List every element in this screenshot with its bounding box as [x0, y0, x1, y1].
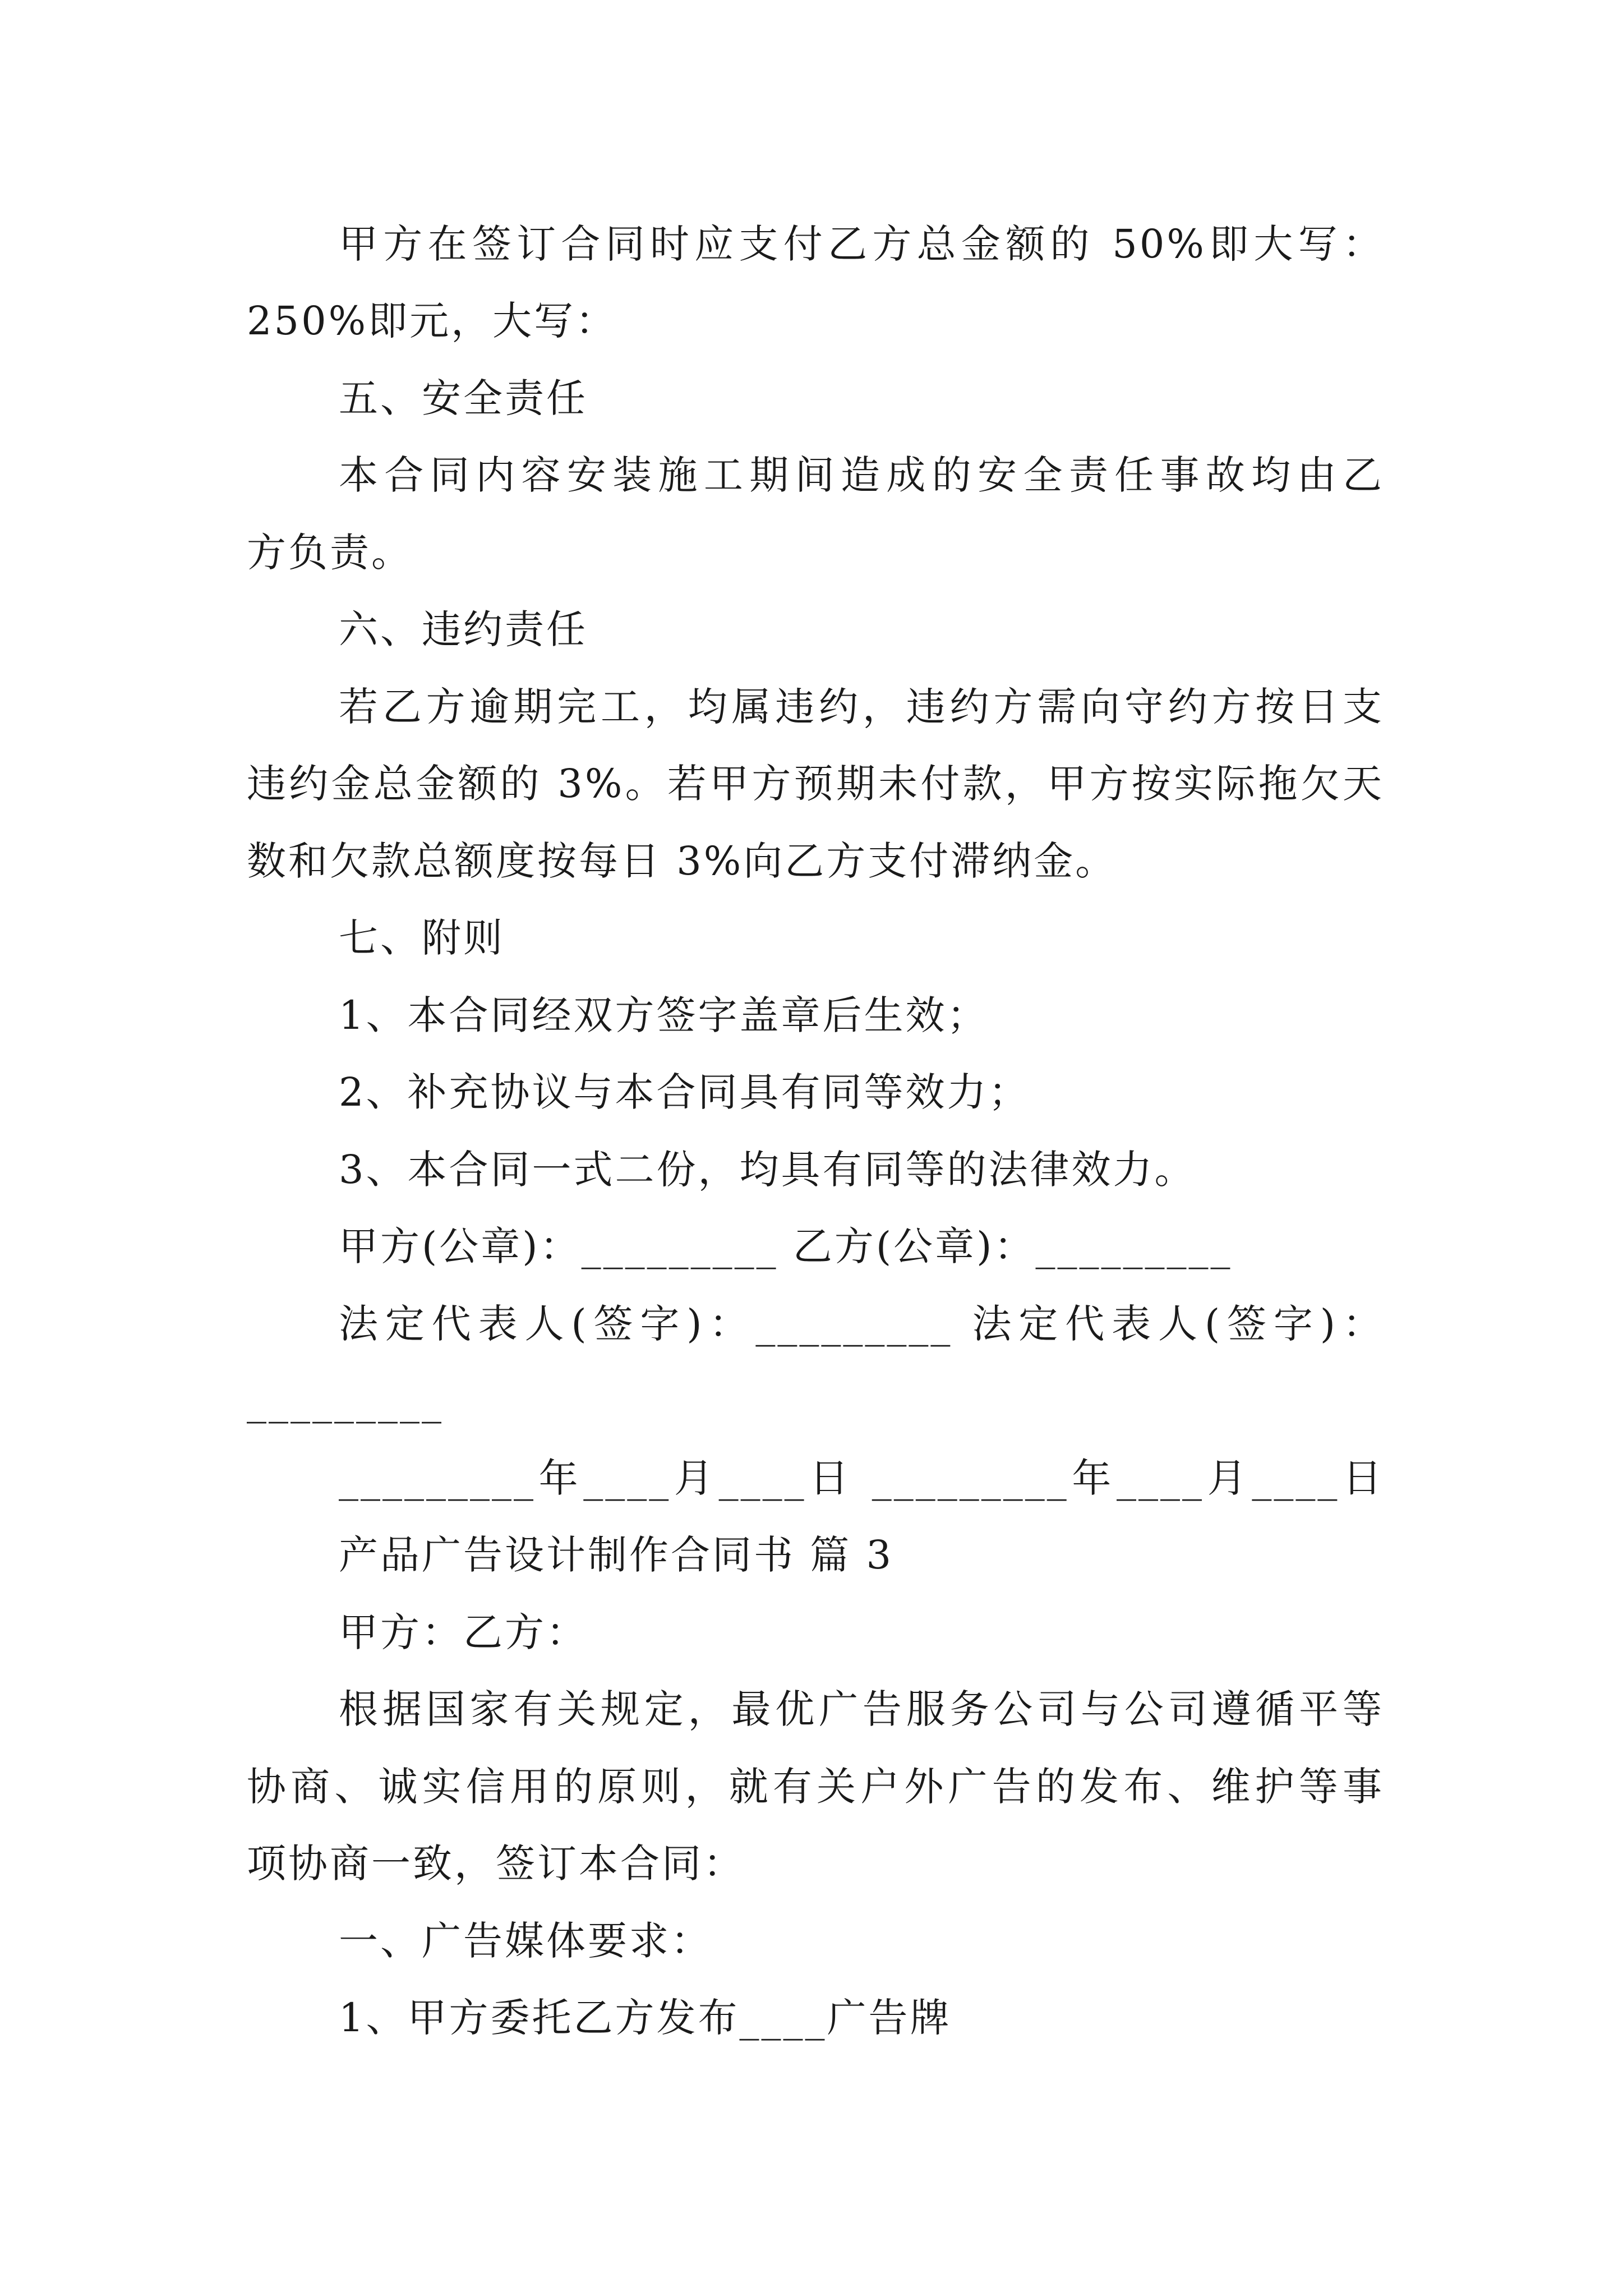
paragraph-line: 数和欠款总额度按每日 3%向乙方支付滞纳金。	[247, 838, 1117, 884]
section-heading: 七、附则	[339, 915, 505, 961]
paragraph-line: 方负责。	[247, 530, 413, 576]
paragraph-line: 若乙方逾期完工，均属违约，违约方需向守约方按日支	[339, 684, 1384, 730]
paragraph-line: 项协商一致，签订本合同：	[247, 1841, 745, 1887]
date-line: _________年____月____日 _________年____月____日	[339, 1455, 1384, 1501]
paragraph-line: 250%即元，大写：	[247, 298, 617, 344]
document-title: 产品广告设计制作合同书 篇 3	[339, 1532, 894, 1578]
paragraph-line: 本合同内容安装施工期间造成的安全责任事故均由乙	[339, 452, 1384, 498]
section-heading: 一、广告媒体要求：	[339, 1918, 712, 1964]
section-heading: 五、安全责任	[339, 375, 588, 421]
signature-blank: _________	[247, 1378, 444, 1424]
paragraph-line: 违约金总金额的 3%。若甲方预期未付款，甲方按实际拖欠天	[247, 761, 1384, 807]
paragraph-line: 甲方在签订合同时应支付乙方总金额的 50%即大写：	[339, 221, 1384, 267]
list-item: 3、本合同一式二份，均具有同等的法律效力。	[339, 1147, 1196, 1193]
signature-line: 甲方(公章)：_________ 乙方(公章)：_________	[339, 1223, 1233, 1269]
parties-line: 甲方：乙方：	[339, 1609, 588, 1655]
list-item: 2、补充协议与本合同具有同等效力；	[339, 1069, 1030, 1115]
list-item: 1、本合同经双方签字盖章后生效；	[339, 992, 989, 1038]
paragraph-line: 根据国家有关规定，最优广告服务公司与公司遵循平等	[339, 1686, 1384, 1732]
signature-line: 法定代表人(签字)：_________ 法定代表人(签字)：	[339, 1301, 1384, 1347]
list-item: 1、甲方委托乙方发布____广告牌	[339, 1995, 952, 2041]
section-heading: 六、违约责任	[339, 606, 588, 652]
paragraph-line: 协商、诚实信用的原则，就有关户外广告的发布、维护等事	[247, 1764, 1384, 1810]
